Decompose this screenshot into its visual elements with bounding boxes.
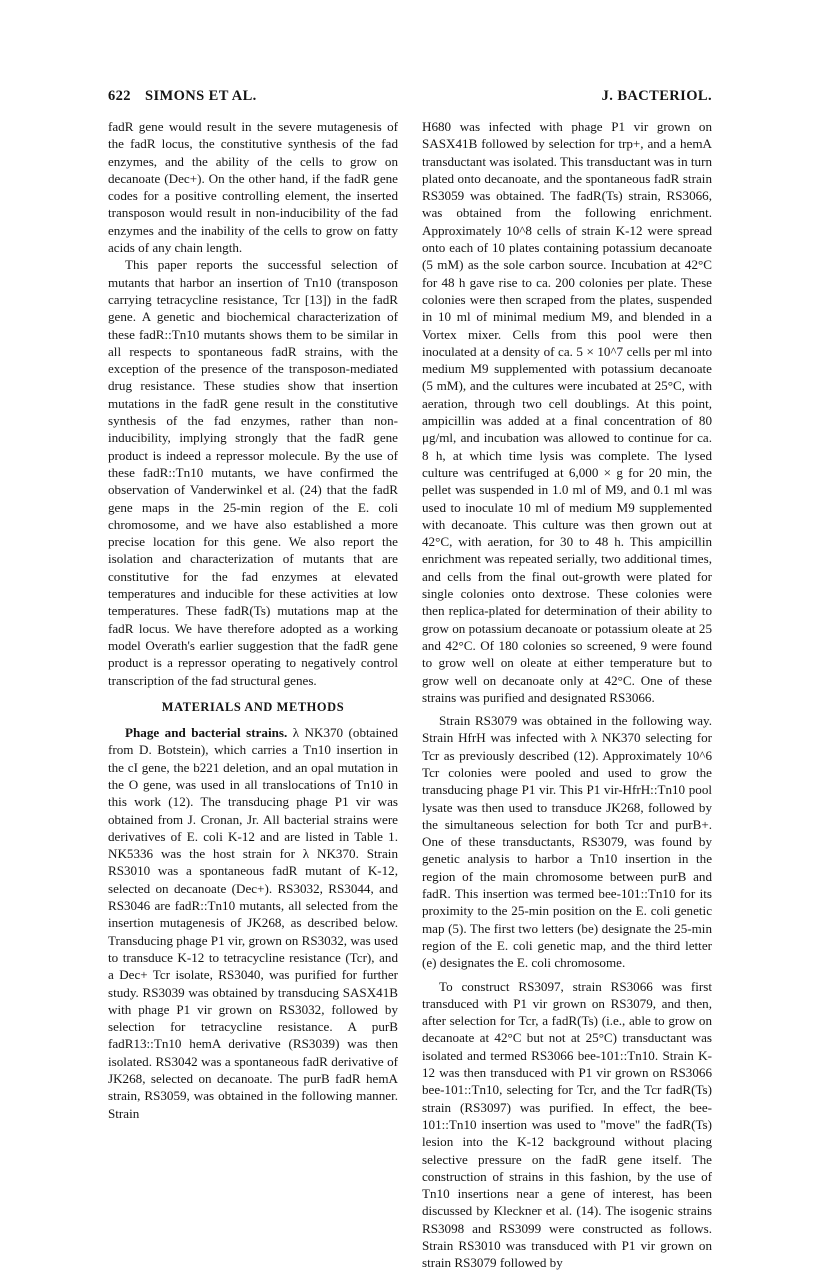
paragraph: Strain RS3079 was obtained in the following way. Strain HfrH was infected with λ NK370 selecting for Tcr as previously described (12). Approximately 10^6 Tcr colonies were pooled and used to grow the transducing phage P1 vir. This P1 vir-HfrH::Tn10 pool lysate was then used to transduce JK268, followed by the simultaneous selection for both Tcr and purB+. One of these transductants, RS3079, was found by genetic analysis to harbor a Tn10 insertion in the region of the main chromosome between purB and fadR. This insertion was termed bee-101::Tn10 for its proximity to the 25-min position on the E. coli genetic map (5). The first two letters (be) designate the 25-min region of the E. coli genetic map, and the third letter (e) designates the E. coli chromosome. [422,713,712,971]
paragraph: fadR gene would result in the severe mutagenesis of the fadR locus, the constitutive synthesis of the fad enzymes, and the ability of the cells to grow on decanoate (Dec+). On the other hand, if the fadR gene codes for a positive controlling element, the inserted transposon would result in non-inducibility of the fad enzymes and the inability of the cells to grow on fatty acids of any chain length. [108,119,398,256]
runin-heading: Phage and bacterial strains. [125,725,288,741]
paragraph: This paper reports the successful selection of mutants that harbor an insertion of Tn10 (transposon carrying tetracycline resistance, Tcr [13]) in the fadR gene. A genetic and biochemical characterization of these fadR::Tn10 mutants shows them to be similar in all respects to spontaneous fadR strains, with the exception of the presence of the transposon-mediated drug resistance. These studies show that insertion mutations in the fadR gene result in the constitutive synthesis of the fad enzymes, rather than non-inducibility, implying strongly that the fadR gene product is indeed a repressor molecule. By the use of these fadR::Tn10 mutants, we have confirmed the observation of Vanderwinkel et al. (24) that the fadR gene maps in the 25-min region of the E. coli chromosome, and we have also established a more precise location for this gene. We also report the isolation and characterization of mutants that are constitutive for the fad enzymes at elevated temperatures and inducible for these activities at low temperatures. These fadR(Ts) mutations map at the fadR locus. We have therefore adopted as a working model Overath's earlier suggestion that the fadR gene product is a repressor operating to negatively control transcription of the fad structural genes. [108,257,398,688]
journal-name: J. BACTERIOL. [601,88,712,104]
page-number: 622 [108,88,131,104]
paragraph [108,724,398,1122]
paragraph: H680 was infected with phage P1 vir grown on SASX41B followed by selection for trp+, and a hemA transductant was isolated. This transductant was in turn plated onto decanoate, and the spontaneous fadR strain RS3059 was obtained. The fadR(Ts) strain, RS3066, was obtained from the following enrichment. Approximately 10^8 cells of strain K-12 were spread onto each of 10 plates containing potassium decanoate (5 mM) as the sole carbon source. Incubation at 42°C for 48 h gave rise to ca. 200 colonies per plate. These colonies were then scraped from the plates, suspended in 10 ml of minimal medium M9, and blended in a Vortex mixer. Cells from this pool were then inoculated at a density of ca. 5 × 10^7 cells per ml into medium M9 supplemented with potassium decanoate (5 mM), and the cultures were incubated at 25°C, with aeration, through two cell doublings. At this point, ampicillin was added at a final concentration of 80 μg/ml, and incubation was allowed to continue for ca. 8 h, at which time lysis was complete. The lysed culture was centrifuged at 6,000 × g for 20 min, the pellet was suspended in 1.0 ml of M9, and 0.1 ml was used to inoculate 10 ml of medium M9 supplemented with decanoate. This culture was then grown out at 42°C, with aeration, for 30 to 48 h. This ampicillin enrichment was repeated serially, two additional times, and cells from the final out-growth were plated for single colonies onto dextrose. These colonies were then replica-plated for determination of their ability to grow on potassium decanoate or potassium oleate at 25 and 42°C. Of 180 colonies so screened, 9 were found to grow well on oleate at either temperature but to grow well on decanoate only at 42°C. One of these strains was purified and designated RS3066. [422,119,712,705]
paragraph: To construct RS3097, strain RS3066 was first transduced with P1 vir grown on RS3079, and then, after selection for Tcr, a fadR(Ts) (i.e., able to grow on decanoate at 42°C but not at 25°C) transductant was isolated and termed RS3066 bee-101::Tn10. Strain K-12 was then transduced with P1 vir grown on RS3066 bee-101::Tn10, selecting for Tcr, and the Tcr fadR(Ts) strain (RS3097) was purified. In effect, the bee-101::Tn10 insertion was used to "move" the fadR(Ts) lesion into the K-12 background without placing selective pressure on the fadR gene itself. The construction of strains in this fashion, by the use of Tn10 insertions near a gene of interest, has been discussed by Kleckner et al. (14). The isogenic strains RS3098 and RS3099 were constructed as follows. Strain RS3010 was transduced with P1 vir grown on strain RS3079 followed by [422,978,712,1271]
left-column [108,118,398,1122]
running-header [108,88,712,110]
running-authors: SIMONS ET AL. [145,88,257,104]
right-column [422,118,712,1272]
paragraph-text: λ NK370 (obtained from D. Botstein), which carries a Tn10 insertion in the cI gene, the b221 deletion, and an opal mutation in the O gene, was used in all translocations of Tn10 in this work (12). The transducing phage P1 vir was obtained from J. Cronan, Jr. All bacterial strains were derivatives of E. coli K-12 and are listed in Table 1. NK5336 was the host strain for λ NK370. Strain RS3010 was a spontaneous fadR mutant of K-12, selected on decanoate (Dec+). RS3032, RS3044, and RS3046 are fadR::Tn10 mutants, all selected from the insertion mutagenesis of JK268, as described below. Transducing phage P1 vir, grown on RS3032, was used to transduce K-12 to tetracycline resistance (Tcr), and a Dec+ Tcr isolate, RS3040, was purified for further study. RS3039 was obtained by transducing SASX41B with phage P1 vir grown on RS3032, followed by selection for tetracycline resistance. A purB fadR13::Tn10 hemA derivative (RS3039) was then isolated. RS3042 was a spontaneous fadR derivative of JK268, selected on decanoate. The purB fadR hemA strain, RS3059, was obtained in the following manner. Strain [108,725,398,1121]
section-heading: MATERIALS AND METHODS [161,699,345,714]
